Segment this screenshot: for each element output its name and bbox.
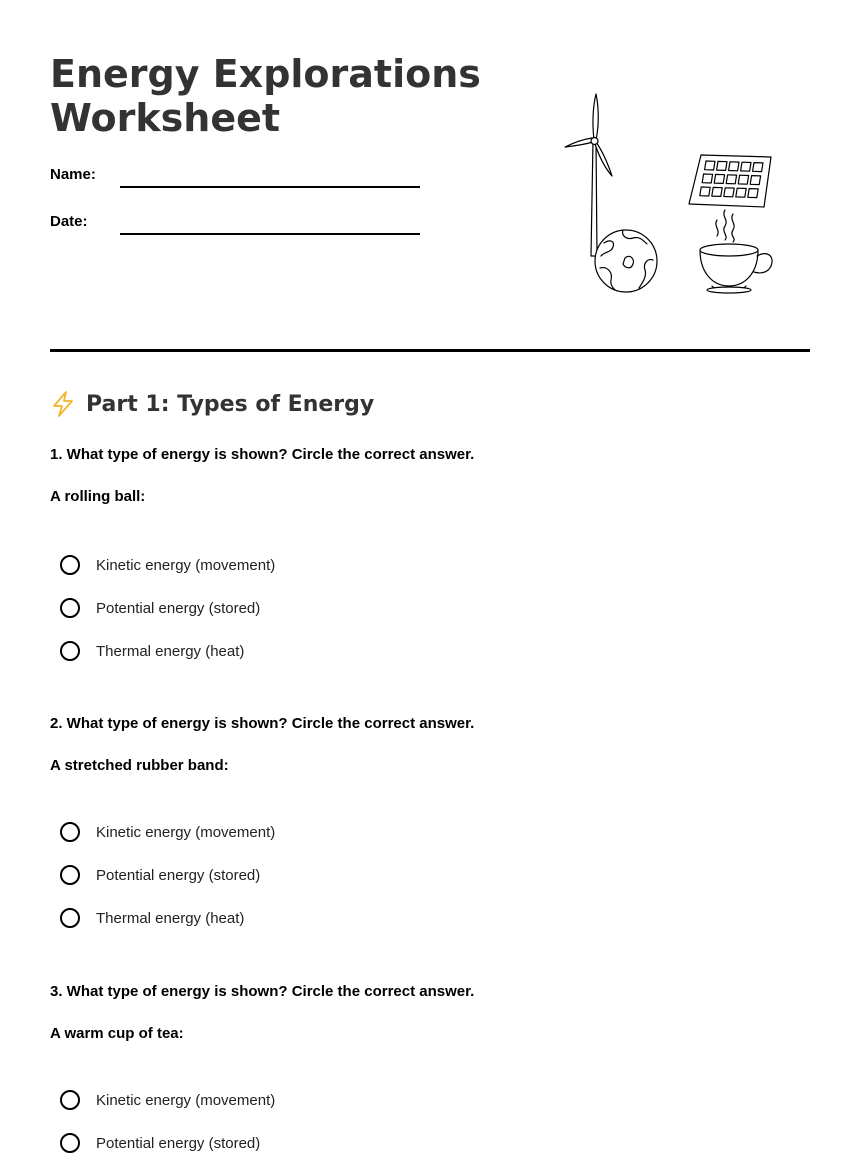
tea-cup-icon [700, 210, 772, 293]
wind-turbine-icon [565, 94, 612, 256]
page-title: Energy Explorations Worksheet [50, 52, 481, 140]
option-kinetic[interactable] [60, 819, 275, 845]
question-prompt: 2. What type of energy is shown? Circle the correct answer. [50, 715, 475, 732]
radio-circle[interactable] [60, 598, 80, 618]
name-label: Name: [50, 166, 96, 183]
question-subject: A rolling ball: [50, 488, 146, 505]
option-label: Potential energy (stored) [96, 866, 261, 884]
option-label: Potential energy (stored) [96, 599, 261, 617]
option-kinetic[interactable] [60, 1087, 275, 1113]
option-thermal[interactable] [60, 638, 244, 664]
radio-circle[interactable] [60, 865, 80, 885]
name-field [50, 166, 430, 196]
option-thermal[interactable] [60, 905, 244, 931]
option-label: Kinetic energy (movement) [96, 823, 276, 841]
header-divider [50, 349, 810, 352]
option-label: Potential energy (stored) [96, 1134, 261, 1152]
section-heading [50, 388, 374, 420]
radio-circle[interactable] [60, 555, 80, 575]
option-potential[interactable] [60, 1130, 260, 1156]
date-label: Date: [50, 213, 88, 230]
question-prompt: 3. What type of energy is shown? Circle the correct answer. [50, 983, 475, 1000]
question-subject: A stretched rubber band: [50, 757, 229, 774]
option-potential[interactable] [60, 595, 260, 621]
radio-circle[interactable] [60, 1133, 80, 1153]
question-subject: A warm cup of tea: [50, 1025, 184, 1042]
date-field [50, 213, 430, 243]
radio-circle[interactable] [60, 1090, 80, 1110]
solar-panel-icon [689, 155, 771, 207]
option-label: Kinetic energy (movement) [96, 556, 276, 574]
lightning-bolt-icon [50, 390, 76, 418]
question-prompt: 1. What type of energy is shown? Circle the correct answer. [50, 446, 475, 463]
option-kinetic[interactable] [60, 552, 275, 578]
option-label: Kinetic energy (movement) [96, 1091, 276, 1109]
energy-illustration [555, 88, 785, 303]
section-title: Part 1: Types of Energy [86, 391, 375, 417]
radio-circle[interactable] [60, 822, 80, 842]
option-label: Thermal energy (heat) [96, 642, 245, 660]
option-label: Thermal energy (heat) [96, 909, 245, 927]
radio-circle[interactable] [60, 641, 80, 661]
globe-icon [595, 230, 657, 292]
date-line[interactable] [120, 233, 420, 235]
radio-circle[interactable] [60, 908, 80, 928]
name-line[interactable] [120, 186, 420, 188]
option-potential[interactable] [60, 862, 260, 888]
